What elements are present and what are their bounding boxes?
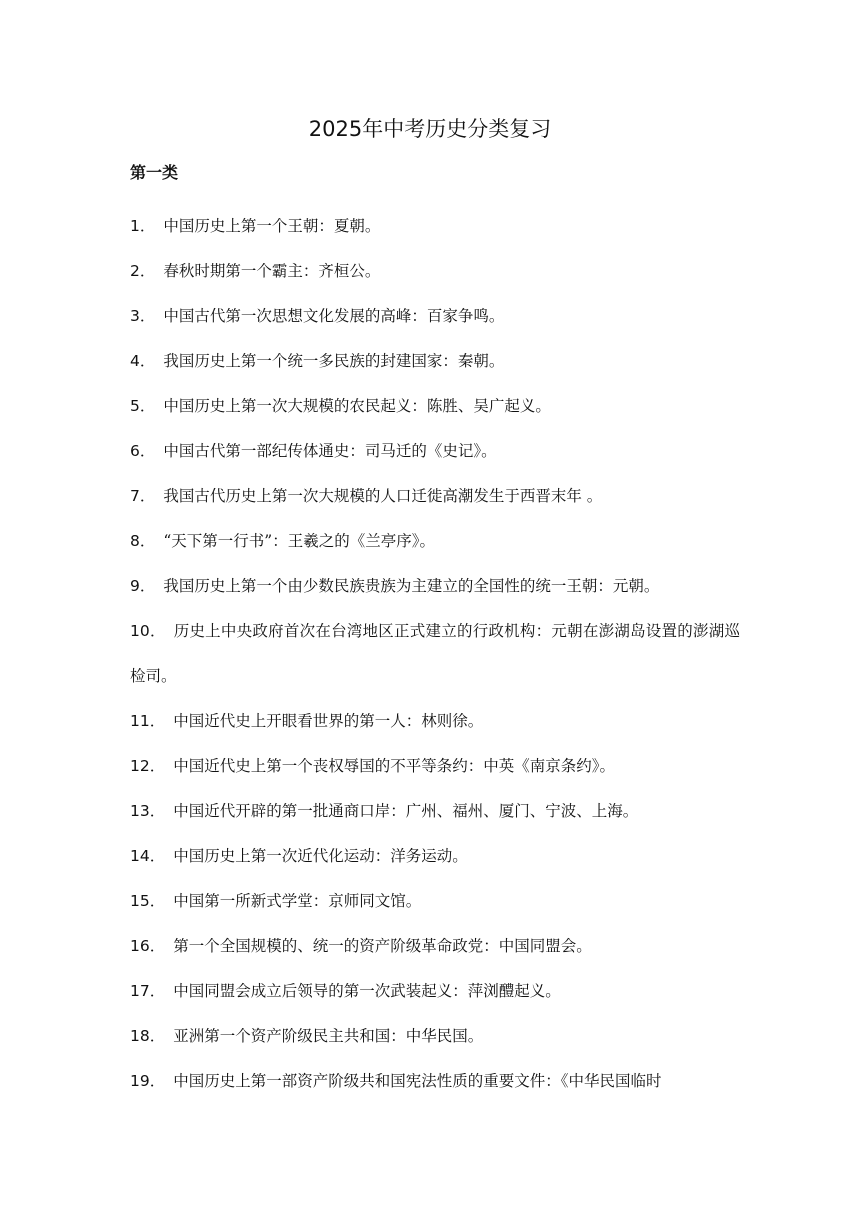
list-item: [130, 249, 740, 294]
list-item: [130, 384, 740, 429]
item-number: 10．: [130, 622, 166, 640]
item-text: 中国近代开辟的第一批通商口岸：广州、福州、厦门、宁波、上海。: [173, 802, 639, 820]
list-item: [130, 969, 740, 1014]
list-item: [130, 1059, 740, 1104]
item-number: 12．: [130, 757, 166, 775]
list-item: [130, 744, 740, 789]
item-number: 4．: [130, 352, 156, 370]
item-number: 3．: [130, 307, 156, 325]
list-item: [130, 564, 740, 609]
item-text: 中国历史上第一次近代化运动：洋务运动。: [173, 847, 468, 865]
item-number: 6．: [130, 442, 156, 460]
item-number: 2．: [130, 262, 156, 280]
list-item: [130, 474, 740, 519]
item-text: 我国古代历史上第一次大规模的人口迁徙高潮发生于西晋末年 。: [163, 487, 603, 505]
list-item: [130, 699, 740, 744]
section-heading: 第一类: [130, 163, 179, 182]
list-item: [130, 339, 740, 384]
list-item: [130, 834, 740, 879]
item-number: 1．: [130, 217, 156, 235]
item-text: 春秋时期第一个霸主：齐桓公。: [163, 262, 381, 280]
item-number: 5．: [130, 397, 156, 415]
item-text: 中国古代第一次思想文化发展的高峰：百家争鸣。: [163, 307, 505, 325]
item-text: 第一个全国规模的、统一的资产阶级革命政党：中国同盟会。: [173, 937, 592, 955]
list-item: [130, 609, 740, 699]
item-number: 18．: [130, 1027, 166, 1045]
item-text: 我国历史上第一个统一多民族的封建国家：秦朝。: [163, 352, 505, 370]
item-number: 15．: [130, 892, 166, 910]
item-number: 7．: [130, 487, 156, 505]
item-number: 17．: [130, 982, 166, 1000]
list-item: [130, 789, 740, 834]
item-number: 11．: [130, 712, 166, 730]
item-text: 中国近代史上第一个丧权辱国的不平等条约：中英《南京条约》。: [173, 757, 615, 775]
item-text: 中国历史上第一次大规模的农民起义：陈胜、吴广起义。: [163, 397, 551, 415]
item-number: 19．: [130, 1072, 166, 1090]
item-list: [130, 204, 740, 1104]
item-text: “天下第一行书”：王羲之的《兰亭序》。: [163, 532, 435, 550]
page-title: 2025年中考历史分类复习: [308, 117, 552, 141]
item-text: 中国近代史上开眼看世界的第一人：林则徐。: [173, 712, 484, 730]
item-number: 8．: [130, 532, 156, 550]
list-item: [130, 294, 740, 339]
list-item: [130, 519, 740, 564]
item-number: 14．: [130, 847, 166, 865]
list-item: [130, 879, 740, 924]
item-text: 中国历史上第一个王朝：夏朝。: [163, 217, 381, 235]
list-item: [130, 429, 740, 474]
item-number: 16．: [130, 937, 166, 955]
item-text: 我国历史上第一个由少数民族贵族为主建立的全国性的统一王朝：元朝。: [163, 577, 660, 595]
item-number: 13．: [130, 802, 166, 820]
item-text: 亚洲第一个资产阶级民主共和国：中华民国。: [173, 1027, 484, 1045]
item-text: 历史上中央政府首次在台湾地区正式建立的行政机构：元朝在澎湖岛设置的澎湖巡检司。: [130, 622, 740, 685]
list-item: [130, 204, 740, 249]
item-number: 9．: [130, 577, 156, 595]
list-item: [130, 924, 740, 969]
item-text: 中国古代第一部纪传体通史：司马迁的《史记》。: [163, 442, 497, 460]
item-text: 中国同盟会成立后领导的第一次武装起义：萍浏醴起义。: [173, 982, 561, 1000]
list-item: [130, 1014, 740, 1059]
item-text: 中国历史上第一部资产阶级共和国宪法性质的重要文件：《中华民国临时: [173, 1072, 662, 1090]
item-text: 中国第一所新式学堂：京师同文馆。: [173, 892, 422, 910]
